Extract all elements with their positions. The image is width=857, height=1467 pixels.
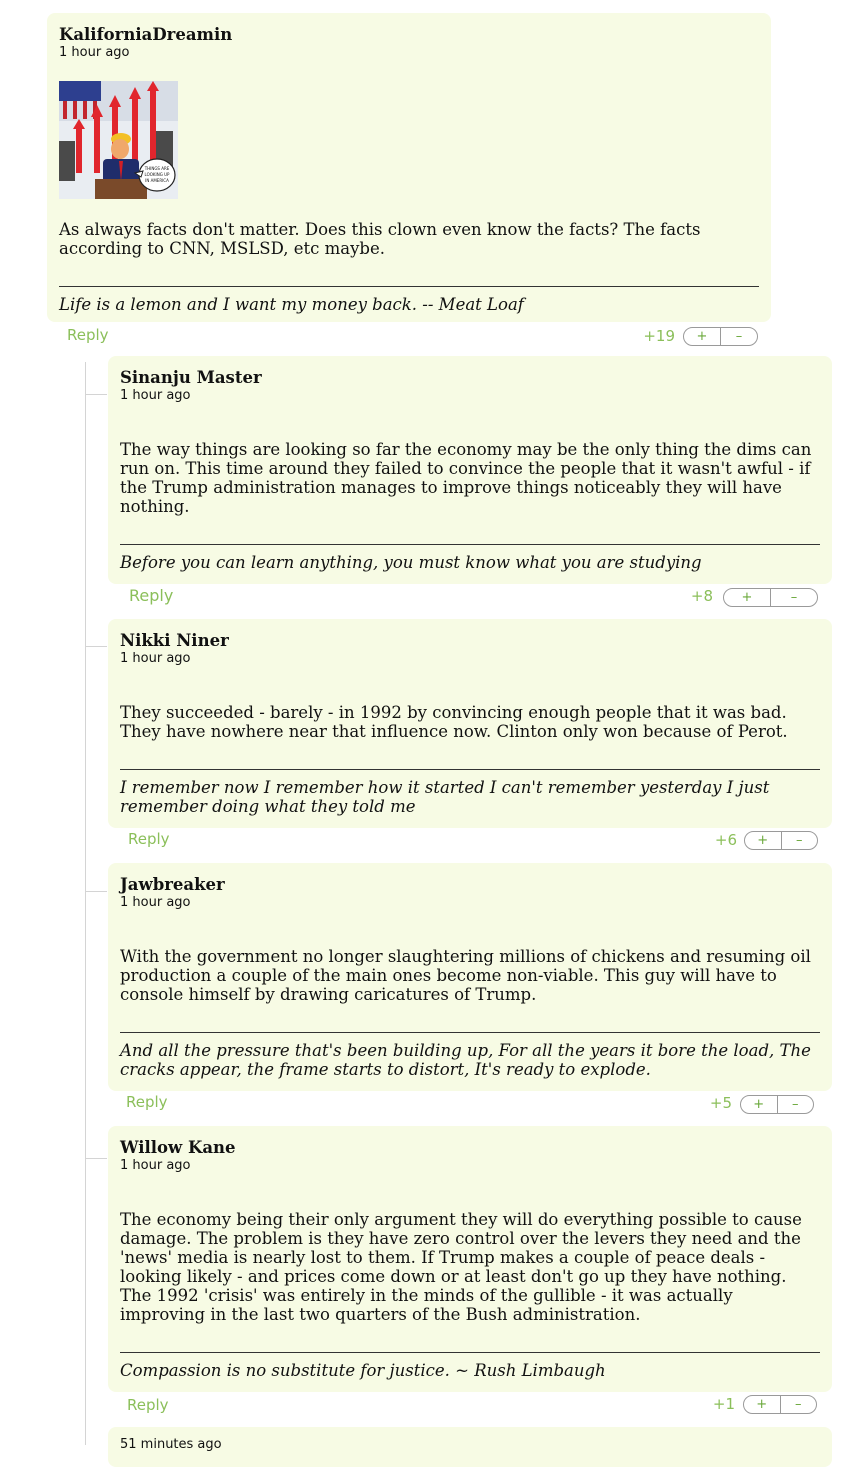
downvote-button[interactable]: – — [720, 328, 757, 345]
comment-body: The economy being their only argument they will do everything possible to cause damage. The problem is they have zero control over the levers they need and the 'news' media is nearly lost to them. If Trump makes a couple of peace deals - looking likely - and prices come down or at least don't go up they have nothing. The 1992 'crisis' was entirely in the minds of the gullible - it was actually improving in the last two quarters of the Bush administration. — [120, 1210, 802, 1324]
comment-time[interactable]: 1 hour ago — [120, 1158, 191, 1173]
vote-buttons — [740, 1095, 814, 1114]
comment-signature: Compassion is no substitute for justice. ~ Rush Limbaugh — [120, 1361, 606, 1380]
thread-connector — [85, 1158, 107, 1159]
comment-card — [108, 863, 832, 1091]
reply-button[interactable]: Reply — [129, 586, 174, 605]
comment-time[interactable]: 1 hour ago — [120, 388, 191, 403]
comment-author[interactable]: Willow Kane — [120, 1138, 236, 1157]
signature-divider — [120, 1032, 820, 1033]
comment-author[interactable]: Jawbreaker — [120, 875, 225, 894]
comment-time[interactable]: 1 hour ago — [120, 651, 191, 666]
comment-author[interactable]: Sinanju Master — [120, 368, 262, 387]
comment-signature: And all the pressure that's been building up, For all the years it bore the load, The cracks appear, the frame starts to distort, It's ready to explode. — [120, 1041, 811, 1079]
vote-buttons — [683, 327, 758, 346]
upvote-button[interactable]: + — [753, 1097, 765, 1112]
downvote-button[interactable]: – — [780, 1396, 817, 1413]
signature-divider — [120, 544, 820, 545]
comment-card — [108, 1126, 832, 1392]
vote-score: +6 — [714, 831, 737, 849]
upvote-button[interactable]: + — [696, 329, 708, 344]
comment-body: With the government no longer slaughtering millions of chickens and resuming oil production a couple of the main ones become non-viable. This guy will have to console himself by drawing caricatures of Trump. — [120, 947, 811, 1004]
svg-text:IN AMERICA: IN AMERICA — [145, 178, 169, 183]
downvote-button[interactable]: – — [781, 832, 818, 849]
comment-signature: Life is a lemon and I want my money back. -- Meat Loaf — [59, 295, 524, 314]
thread-connector — [85, 891, 107, 892]
upvote-button[interactable]: + — [756, 1397, 768, 1412]
comment-body: The way things are looking so far the economy may be the only thing the dims can run on. This time around they failed to convince the people that it wasn't awful - if the Trump administration manages to improve things noticeably they will have nothing. — [120, 440, 812, 516]
vote-score: +1 — [712, 1395, 735, 1413]
vote-score: +8 — [690, 587, 713, 605]
comment-card — [108, 619, 832, 828]
comment-card — [108, 1427, 832, 1467]
comment-time[interactable]: 1 hour ago — [120, 895, 191, 910]
comment-author[interactable]: Nikki Niner — [120, 631, 229, 650]
comment-body: As always facts don't matter. Does this clown even know the facts? The facts according to CNN, MSLSD, etc maybe. — [59, 220, 701, 258]
signature-divider — [59, 286, 759, 287]
comment-time[interactable]: 1 hour ago — [59, 45, 130, 60]
downvote-button[interactable]: – — [770, 589, 817, 606]
reply-button[interactable]: Reply — [127, 1396, 169, 1414]
comment-author[interactable]: KaliforniaDreamin — [59, 25, 233, 44]
upvote-button[interactable]: + — [741, 590, 753, 605]
thread-line — [85, 362, 86, 1445]
vote-buttons — [743, 1395, 817, 1414]
vote-buttons — [744, 831, 818, 850]
reply-button[interactable]: Reply — [67, 326, 109, 344]
vote-buttons — [723, 588, 818, 607]
vote-score: +5 — [709, 1094, 732, 1112]
comment-card — [108, 356, 832, 584]
downvote-button[interactable]: – — [777, 1096, 814, 1113]
svg-text:THINGS ARE: THINGS ARE — [144, 166, 170, 171]
comment-card — [47, 13, 771, 322]
thread-connector — [85, 646, 107, 647]
comment-time[interactable]: 51 minutes ago — [120, 1437, 222, 1452]
upvote-button[interactable]: + — [757, 833, 769, 848]
comment-signature: Before you can learn anything, you must know what you are studying — [120, 553, 702, 572]
vote-score: +19 — [643, 327, 675, 345]
signature-divider — [120, 1352, 820, 1353]
signature-divider — [120, 769, 820, 770]
reply-button[interactable]: Reply — [126, 1093, 168, 1111]
comment-body: They succeeded - barely - in 1992 by convincing enough people that it was bad. They have nowhere near that influence now. Clinton only won because of Perot. — [120, 703, 788, 741]
comment-signature: I remember now I remember how it started I can't remember yesterday I just remember doing what they told me — [120, 778, 770, 816]
political-cartoon-image[interactable] — [59, 81, 178, 199]
comment-attachment-image[interactable] — [59, 81, 759, 199]
reply-button[interactable]: Reply — [128, 830, 170, 848]
thread-connector — [85, 394, 107, 395]
svg-text:LOOKING UP: LOOKING UP — [144, 172, 170, 177]
